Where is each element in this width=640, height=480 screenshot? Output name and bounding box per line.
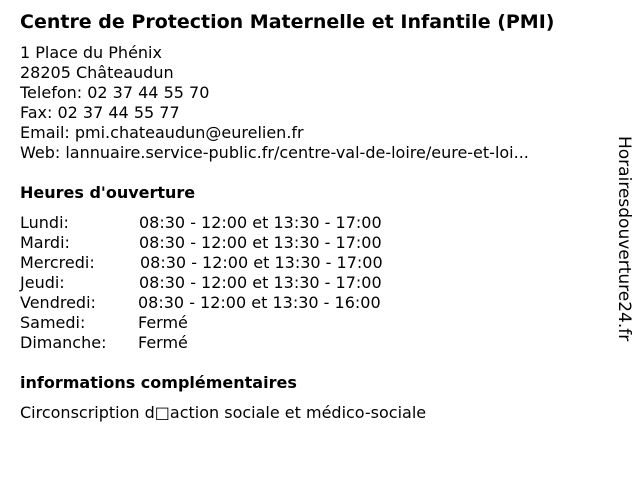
- hours-value: 08:30 - 12:00 et 13:30 - 17:00: [139, 233, 382, 252]
- day-label: Mardi:: [20, 233, 70, 252]
- fax-number: Fax: 02 37 44 55 77: [20, 103, 180, 122]
- hours-value: Fermé: [138, 333, 188, 352]
- info-text: Circonscription d□action sociale et médico-sociale: [20, 403, 427, 422]
- day-label: Jeudi:: [20, 273, 65, 292]
- phone-number: Telefon: 02 37 44 55 70: [20, 83, 210, 102]
- email-address: Email: pmi.chateaudun@eurelien.fr: [20, 123, 304, 142]
- hours-heading: Heures d'ouverture: [20, 183, 196, 202]
- hours-value: 08:30 - 12:00 et 13:30 - 17:00: [139, 273, 382, 292]
- day-label: Dimanche:: [20, 333, 107, 352]
- page-title: Centre de Protection Maternelle et Infantile (PMI): [20, 11, 555, 33]
- day-label: Lundi:: [20, 213, 69, 232]
- watermark-text: Horairesdouverture24.fr: [614, 136, 634, 342]
- watermark: [612, 136, 636, 348]
- hours-value: 08:30 - 12:00 et 13:30 - 17:00: [139, 213, 382, 232]
- hours-value: 08:30 - 12:00 et 13:30 - 16:00: [138, 293, 381, 312]
- street-address: 1 Place du Phénix: [20, 43, 162, 62]
- web-address: Web: lannuaire.service-public.fr/centre-val-de-loire/eure-et-loi...: [20, 143, 529, 162]
- address-block: [20, 43, 529, 163]
- hours-value: Fermé: [138, 313, 188, 332]
- day-label: Mercredi:: [20, 253, 95, 272]
- hours-value: 08:30 - 12:00 et 13:30 - 17:00: [140, 253, 383, 272]
- city-address: 28205 Châteaudun: [20, 63, 174, 82]
- day-label: Vendredi:: [20, 293, 96, 312]
- info-heading: informations complémentaires: [20, 373, 297, 392]
- day-label: Samedi:: [20, 313, 86, 332]
